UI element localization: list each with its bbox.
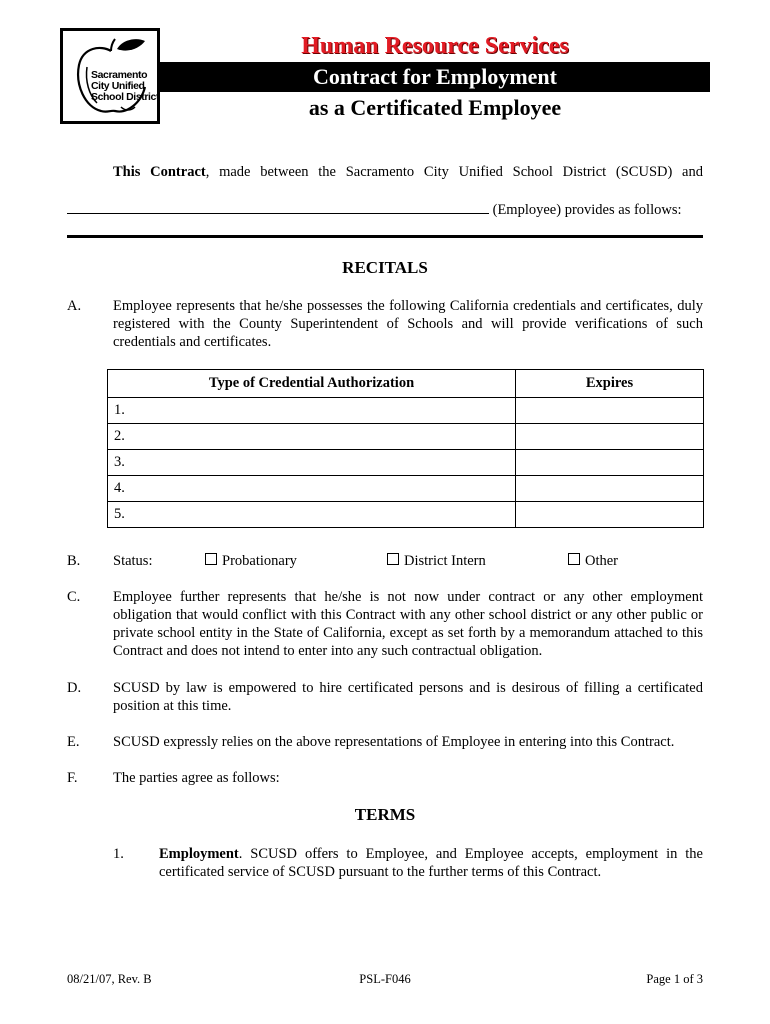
table-cell[interactable]: 3.	[108, 450, 516, 476]
organization-title: Human Resource Services	[301, 33, 569, 59]
document-subtitle: as a Certificated Employee	[308, 95, 562, 120]
footer-page-number: Page 1 of 3	[646, 972, 703, 986]
logo-text	[91, 70, 161, 103]
table-row	[108, 398, 704, 424]
table-row	[108, 450, 704, 476]
term-text: . SCUSD offers to Employee, and Employee accepts, employment in the certificated service of SCUSD pursuant to the further terms of this Contract.	[159, 846, 703, 880]
table-cell[interactable]: 2.	[108, 424, 516, 450]
employee-name-blank[interactable]	[67, 199, 489, 214]
status-option-district-intern[interactable]	[387, 552, 486, 570]
recital-letter: C.	[67, 589, 81, 605]
table-cell[interactable]: 5.	[108, 502, 516, 528]
status-option-probationary[interactable]	[205, 552, 297, 570]
table-row	[108, 476, 704, 502]
table-cell[interactable]: 4.	[108, 476, 516, 502]
table-cell[interactable]	[516, 450, 704, 476]
logo-line: School District	[91, 91, 160, 103]
recital-letter: F.	[67, 770, 78, 786]
table-row	[108, 424, 704, 450]
district-logo	[60, 28, 160, 124]
intro-paragraph	[113, 163, 703, 181]
intro-bold-lead: This Contract	[113, 164, 206, 180]
term-1-text	[159, 845, 703, 881]
footer-date-rev: 08/21/07, Rev. B	[67, 972, 152, 986]
checkbox-icon[interactable]	[568, 553, 580, 565]
credential-table	[107, 369, 704, 528]
employee-line	[67, 199, 703, 219]
table-header: Type of Credential Authorization	[108, 370, 516, 398]
term-number: 1.	[113, 846, 124, 862]
checkbox-icon[interactable]	[387, 553, 399, 565]
logo-line: City Unified	[91, 80, 145, 92]
term-bold-lead: Employment	[159, 846, 239, 862]
recital-letter: A.	[67, 298, 82, 314]
option-label: Other	[585, 553, 619, 569]
logo-line: Sacramento	[91, 69, 148, 81]
status-option-other[interactable]	[568, 552, 618, 570]
recital-c-text: Employee further represents that he/she is not now under contract or any other employment obligation that would conflict with this Contract with any other school district or any other public or private school entity in the State of California, except as set forth by a memorandum attached to this Contract and does not intend to enter into any such contractual obligation.	[113, 589, 703, 659]
recital-d-text: SCUSD by law is empowered to hire certificated persons and is desirous of filling a certificated position at this time.	[113, 680, 703, 714]
recital-letter: E.	[67, 734, 80, 750]
table-header: Expires	[516, 370, 704, 398]
recital-e-text: SCUSD expressly relies on the above representations of Employee in entering into this Contract.	[113, 734, 675, 750]
recital-f-text: The parties agree as follows:	[113, 770, 280, 786]
option-label: District Intern	[404, 553, 486, 569]
table-cell[interactable]	[516, 476, 704, 502]
recital-letter: B.	[67, 553, 81, 569]
table-cell[interactable]	[516, 502, 704, 528]
table-cell[interactable]: 1.	[108, 398, 516, 424]
table-row	[108, 502, 704, 528]
checkbox-icon[interactable]	[205, 553, 217, 565]
recital-a-text: Employee represents that he/she possesses the following California credentials and certificates, duly registered with the County Superintendent of Schools and will provide verifications of such credentials and certificates.	[113, 298, 703, 350]
table-cell[interactable]	[516, 424, 704, 450]
document-title: Contract for Employment	[313, 64, 557, 89]
footer-form-id: PSL-F046	[359, 972, 411, 986]
recital-letter: D.	[67, 680, 82, 696]
table-header-row	[108, 370, 704, 398]
intro-text: , made between the Sacramento City Unified School District (SCUSD) and	[205, 164, 703, 180]
terms-heading: TERMS	[354, 805, 416, 824]
status-label: Status:	[113, 553, 153, 569]
employee-line-suffix: (Employee) provides as follows:	[492, 202, 682, 218]
recitals-heading: RECITALS	[342, 258, 428, 277]
table-cell[interactable]	[516, 398, 704, 424]
section-divider	[67, 235, 703, 238]
option-label: Probationary	[222, 553, 297, 569]
